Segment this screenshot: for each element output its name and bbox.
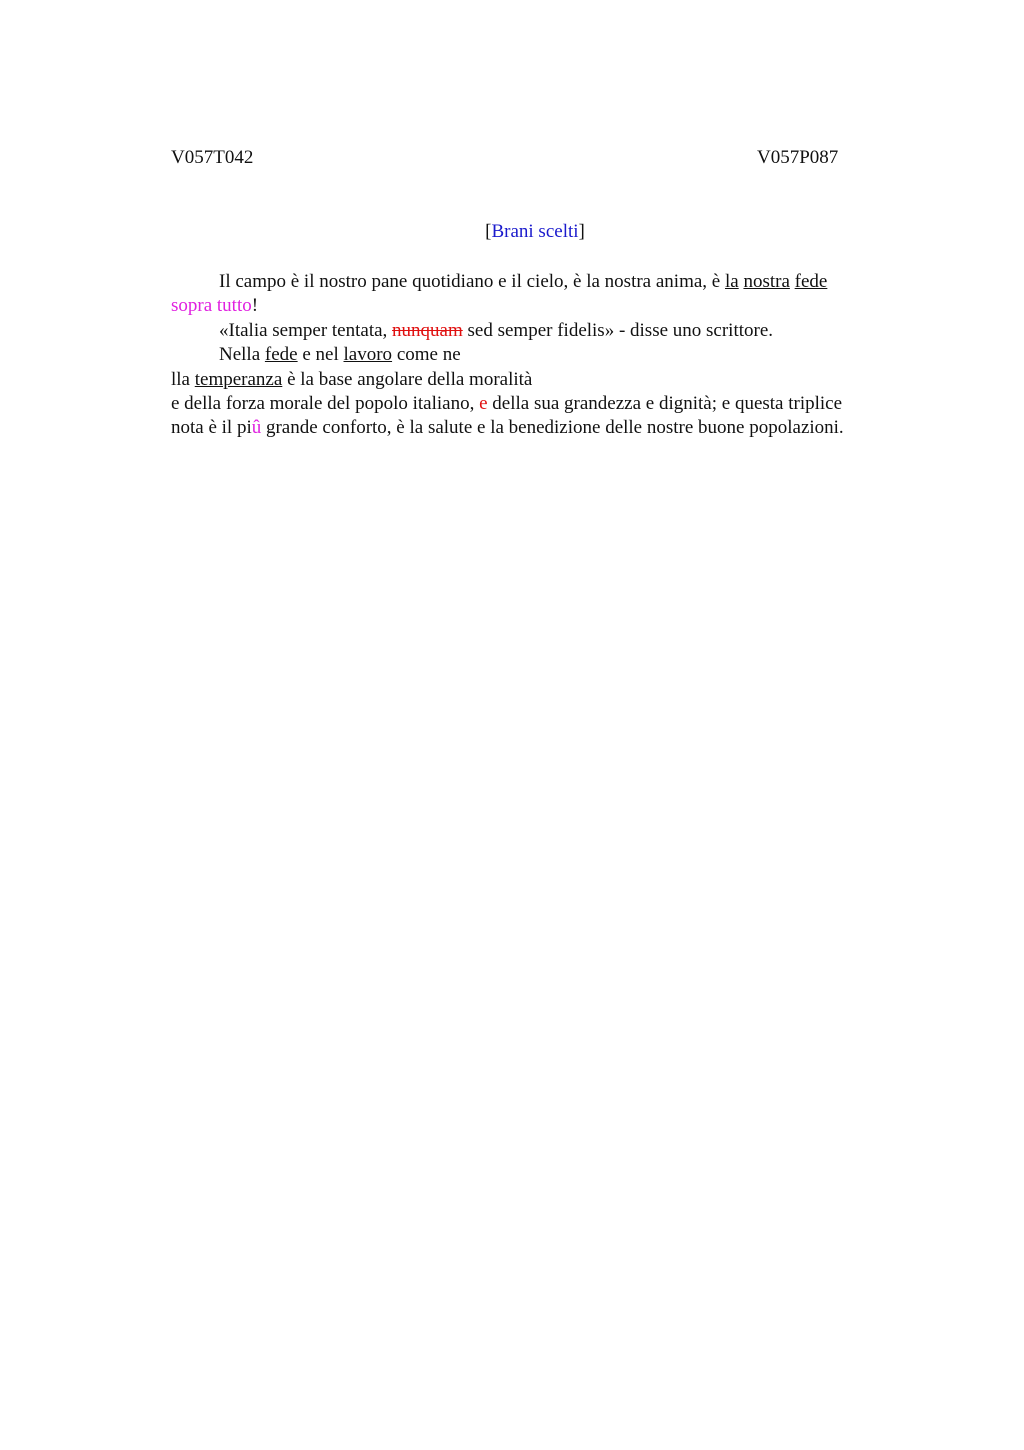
text-run: sed semper fidelis» - disse uno scrittore. bbox=[462, 319, 774, 341]
text-run: e nel bbox=[297, 344, 344, 366]
document-code-left: V057T042 bbox=[171, 147, 254, 168]
struck-word: nunquam bbox=[392, 319, 463, 341]
text-run: Nella bbox=[219, 344, 265, 366]
paragraph-2 bbox=[171, 319, 911, 343]
underlined-word: la bbox=[724, 271, 739, 292]
underlined-word: fede bbox=[264, 344, 298, 366]
document-body bbox=[171, 270, 911, 441]
highlighted-letter: e bbox=[479, 393, 488, 415]
paragraph-3-line-4 bbox=[171, 416, 911, 440]
highlighted-letter: û bbox=[251, 417, 262, 439]
text-run: «Italia semper tentata, bbox=[219, 319, 393, 341]
text-run: nota è il pi bbox=[171, 417, 252, 439]
underlined-word: nostra bbox=[743, 271, 790, 292]
underlined-word: lavoro bbox=[343, 344, 393, 366]
paragraph-3-line-1 bbox=[171, 343, 911, 367]
text-run: grande conforto, è la salute e la benedizione delle nostre buone popolazioni. bbox=[261, 417, 844, 439]
paragraph-1-line-2 bbox=[171, 294, 911, 318]
text-run: come ne bbox=[392, 344, 461, 366]
page-title bbox=[0, 221, 1024, 243]
text-run: Il campo è il nostro pane quotidiano e il cielo, è la nostra anima, è bbox=[219, 271, 725, 292]
title-text: Brani scelti bbox=[491, 221, 579, 242]
text-run: e della forza morale del popolo italiano, bbox=[171, 393, 480, 415]
text-run: della sua grandezza e dignità; e questa triplice bbox=[487, 393, 843, 415]
text-run: lla bbox=[171, 368, 195, 390]
title-bracket-open: [ bbox=[485, 221, 492, 242]
paragraph-3-line-2 bbox=[171, 368, 911, 392]
highlighted-text: sopra tutto bbox=[171, 295, 252, 317]
paragraph-1-line-1 bbox=[171, 270, 911, 294]
title-bracket-close: ] bbox=[578, 221, 585, 242]
text-run: è la base angolare della moralità bbox=[282, 368, 533, 390]
paragraph-3-line-3 bbox=[171, 392, 911, 416]
underlined-word: temperanza bbox=[194, 368, 283, 390]
document-code-right: V057P087 bbox=[757, 147, 839, 168]
underlined-word: fede bbox=[794, 271, 828, 292]
text-run: ! bbox=[251, 295, 259, 317]
